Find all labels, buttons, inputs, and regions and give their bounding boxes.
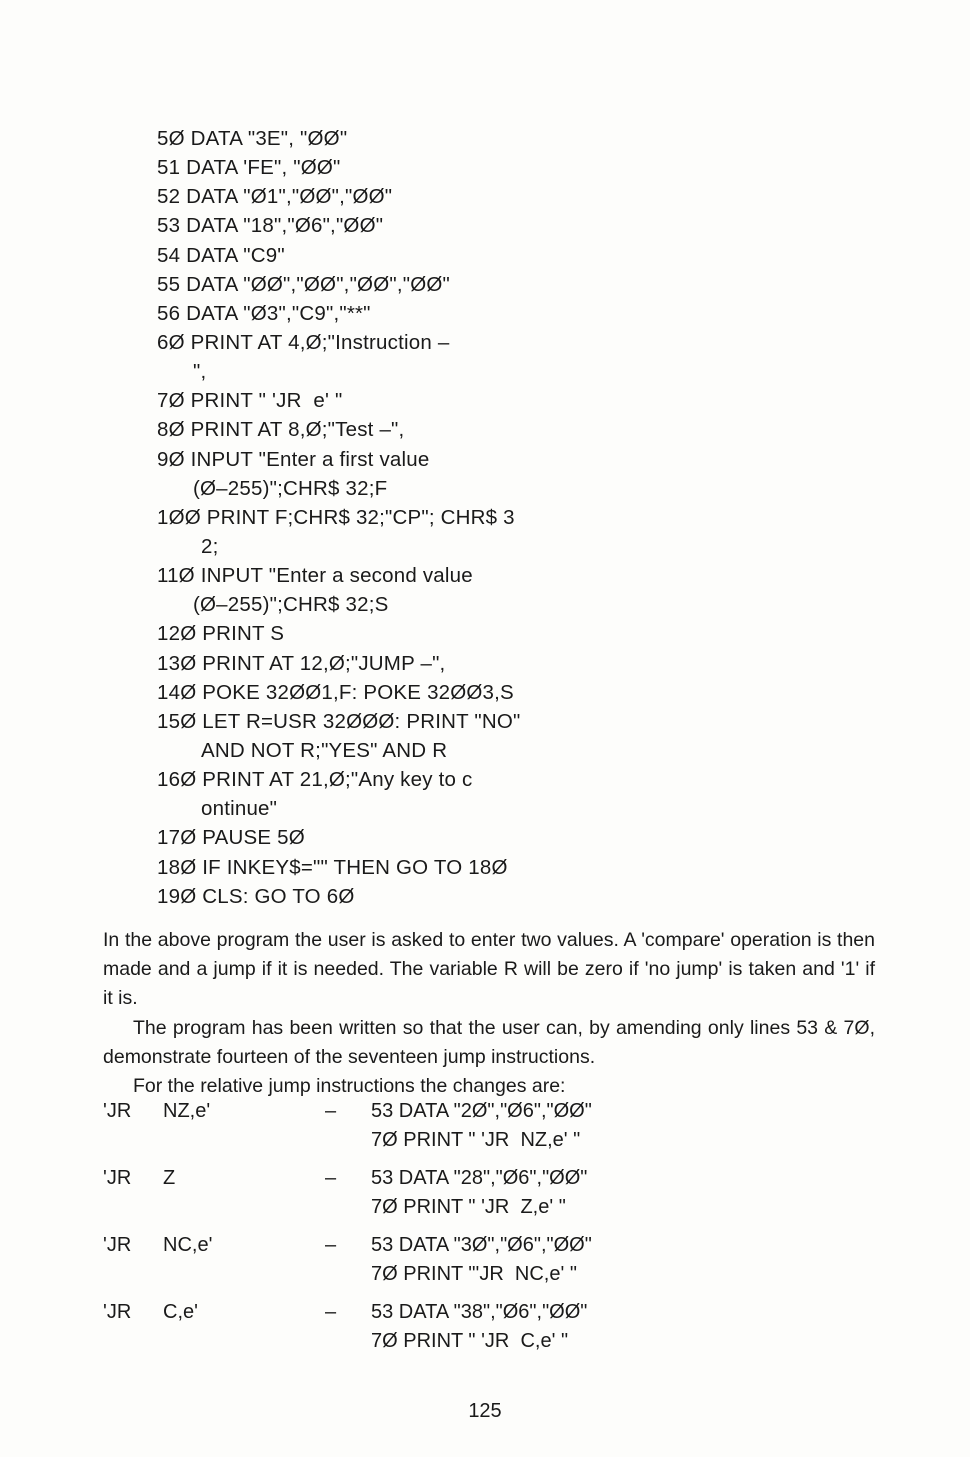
code-line: 53 DATA "18","Ø6","ØØ" bbox=[157, 214, 384, 238]
jump-operand: NC,e' bbox=[163, 1234, 213, 1256]
code-line: 1ØØ PRINT F;CHR$ 32;"CP"; CHR$ 3 bbox=[157, 505, 515, 529]
code-line: 11Ø INPUT "Enter a second value bbox=[157, 564, 473, 588]
code-line: 9Ø INPUT "Enter a first value bbox=[157, 447, 430, 471]
dash: – bbox=[325, 1100, 337, 1122]
paragraph: The program has been written so that the user can, by amending only lines 53 & 7Ø, demonstrate fourteen of the seventeen jump instructions. bbox=[103, 1016, 875, 1068]
basic-program-listing bbox=[157, 124, 717, 911]
code-line: 7Ø PRINT " 'JR e' " bbox=[157, 389, 343, 413]
jump-mnemonic: 'JR bbox=[103, 1301, 132, 1323]
code-line: 52 DATA "Ø1","ØØ","ØØ" bbox=[157, 185, 393, 209]
jump-mnemonic: 'JR bbox=[103, 1100, 132, 1122]
jump-operand: Z bbox=[163, 1167, 176, 1189]
print-line: 7Ø PRINT "'JR NC,e' " bbox=[371, 1263, 577, 1285]
jump-mnemonic: 'JR bbox=[103, 1234, 132, 1256]
dash: – bbox=[325, 1167, 337, 1189]
relative-jump-changes-table bbox=[103, 1097, 883, 1365]
code-line: 12Ø PRINT S bbox=[157, 622, 285, 646]
data-line: 53 DATA "2Ø","Ø6","ØØ" bbox=[371, 1100, 592, 1122]
code-line: 55 DATA "ØØ","ØØ","ØØ","ØØ" bbox=[157, 272, 450, 296]
paragraph: In the above program the user is asked to enter two values. A 'compare' operation is then made and a jump if it is needed. The variable R will be zero if 'no jump' is taken and '1' if it is. bbox=[103, 929, 875, 1010]
code-line: 54 DATA "C9" bbox=[157, 243, 285, 267]
code-line: 17Ø PAUSE 5Ø bbox=[157, 826, 305, 850]
code-line: 56 DATA "Ø3","C9","**" bbox=[157, 301, 371, 325]
code-line: 16Ø PRINT AT 21,Ø;"Any key to c bbox=[157, 768, 473, 792]
dash: – bbox=[325, 1234, 337, 1256]
code-line: 15Ø LET R=USR 32ØØØ: PRINT "NO" bbox=[157, 709, 521, 733]
page-number: 125 bbox=[468, 1400, 502, 1422]
code-line-continuation: ", bbox=[193, 360, 207, 384]
print-line: 7Ø PRINT " 'JR Z,e' " bbox=[371, 1196, 566, 1218]
code-line-continuation: (Ø–255)";CHR$ 32;S bbox=[193, 593, 389, 617]
paragraph: For the relative jump instructions the changes are: bbox=[133, 1075, 566, 1098]
code-line-continuation: 2; bbox=[201, 534, 219, 558]
data-line: 53 DATA "38","Ø6","ØØ" bbox=[371, 1301, 588, 1323]
code-line-continuation: ontinue" bbox=[201, 797, 278, 821]
code-line: 51 DATA 'FE", "ØØ" bbox=[157, 156, 341, 180]
code-line-continuation: AND NOT R;"YES" AND R bbox=[201, 738, 448, 762]
code-line: 13Ø PRINT AT 12,Ø;"JUMP –", bbox=[157, 651, 446, 675]
code-line: 19Ø CLS: GO TO 6Ø bbox=[157, 884, 355, 908]
code-line: 14Ø POKE 32ØØ1,F: POKE 32ØØ3,S bbox=[157, 680, 514, 704]
print-line: 7Ø PRINT " 'JR NZ,e' " bbox=[371, 1129, 581, 1151]
jump-operand: NZ,e' bbox=[163, 1100, 211, 1122]
code-line: 18Ø IF INKEY$="" THEN GO TO 18Ø bbox=[157, 855, 508, 879]
data-line: 53 DATA "3Ø","Ø6","ØØ" bbox=[371, 1234, 592, 1256]
code-line-continuation: (Ø–255)";CHR$ 32;F bbox=[193, 476, 388, 500]
jump-mnemonic: 'JR bbox=[103, 1167, 132, 1189]
print-line: 7Ø PRINT " 'JR C,e' " bbox=[371, 1330, 569, 1352]
code-line: 6Ø PRINT AT 4,Ø;"Instruction – bbox=[157, 330, 450, 354]
jump-row-jr-nz bbox=[103, 1097, 883, 1164]
jump-row-jr-c bbox=[103, 1298, 883, 1365]
dash: – bbox=[325, 1301, 337, 1323]
code-line: 5Ø DATA "3E", "ØØ" bbox=[157, 127, 348, 150]
data-line: 53 DATA "28","Ø6","ØØ" bbox=[371, 1167, 588, 1189]
code-line: 8Ø PRINT AT 8,Ø;"Test –", bbox=[157, 418, 405, 442]
jump-operand: C,e' bbox=[163, 1301, 198, 1323]
jump-row-jr-nc bbox=[103, 1231, 883, 1298]
jump-row-jr-z bbox=[103, 1164, 883, 1231]
explanation-text bbox=[103, 926, 875, 1101]
